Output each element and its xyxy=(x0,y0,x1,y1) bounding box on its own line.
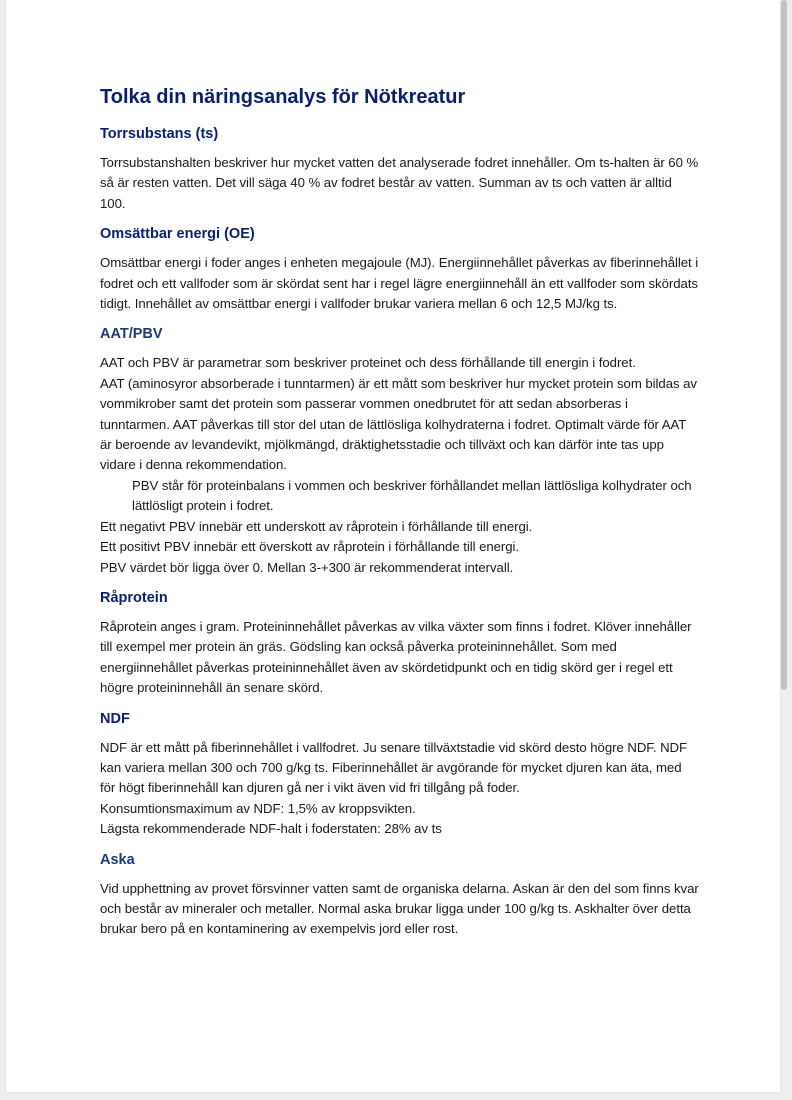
paragraph-raprotein: Råprotein anges i gram. Proteininnehållet påverkas av vilka växter som finns i fodret. Klöver innehåller till exempel mer protein än gräs. Gödsling kan också påverka proteininnehållet. Som med energiinnehållet påverkas proteininnehållet även av skördetidpunkt och en tidig skörd ger i regel ett högre proteininnehåll än senare skörd. xyxy=(100,618,692,696)
heading-aska: Aska xyxy=(100,851,135,868)
heading-torrsubstans: Torrsubstans (ts) xyxy=(100,126,219,142)
document-content xyxy=(100,84,700,950)
document-page xyxy=(6,0,780,1092)
paragraph-ndf xyxy=(100,738,700,840)
aat-pbv-line: PBV värdet bör ligga över 0. Mellan 3-+300 är rekommenderat intervall. xyxy=(100,559,514,575)
ndf-line: Lägsta rekommenderade NDF-halt i foderstaten: 28% av ts xyxy=(100,821,442,837)
heading-omsattbar-energi: Omsättbar energi (OE) xyxy=(100,226,255,243)
paragraph-torrsubstans: Torrsubstanshalten beskriver hur mycket vatten det analyserade fodret innehåller. Om ts-halten är 60 % så är resten vatten. Det vill säga 40 % av fodret består av vatten. Summan av ts och vatten är alltid 100. xyxy=(100,155,699,211)
document-title: Tolka din näringsanalys för Nötkreatur xyxy=(100,86,466,108)
paragraph-aska: Vid upphettning av provet försvinner vatten samt de organiska delarna. Askan är den del som finns kvar och består av mineraler och metaller. Normal aska brukar ligga under 100 g/kg ts. Askhalter över detta brukar bero på en kontaminering av exempelvis jord eller rost. xyxy=(100,880,699,937)
aat-pbv-line: PBV står för proteinbalans i vommen och beskriver förhållandet mellan lättlösliga kolhydrater och lättlösligt protein i fodret. xyxy=(132,477,692,514)
vertical-scrollbar[interactable] xyxy=(781,0,787,690)
aat-pbv-line: AAT (aminosyror absorberade i tunntarmen) är ett mått som beskriver hur mycket protein som bildas av vommikrober samt det protein som passerar vommen onedbrutet för att sedan absorberas i tunntarmen. AAT påverkas till stor del utan de lättlösliga kolhydraterna i fodret. Optimalt värde för AAT är beroende av levandevikt, mjölkmängd, dräktighetsstadie och tillväxt och kan därför inte tas upp vidare i denna rekommendation. xyxy=(100,375,697,473)
aat-pbv-line: AAT och PBV är parametrar som beskriver proteinet och dess förhållande till energin i fodret. xyxy=(100,355,636,371)
aat-pbv-line: Ett negativt PBV innebär ett underskott av råprotein i förhållande till energi. xyxy=(100,518,533,534)
heading-ndf: NDF xyxy=(100,710,130,727)
ndf-line: Konsumtionsmaximum av NDF: 1,5% av kroppsvikten. xyxy=(100,800,416,816)
aat-pbv-line: Ett positivt PBV innebär ett överskott av råprotein i förhållande till energi. xyxy=(100,539,520,555)
paragraph-aat-pbv xyxy=(100,353,700,577)
heading-aat-pbv: AAT/PBV xyxy=(100,326,163,343)
ndf-line: NDF är ett mått på fiberinnehållet i vallfodret. Ju senare tillväxtstadie vid skörd desto högre NDF. NDF kan variera mellan 300 och 700 g/kg ts. Fiberinnehållet är avgörande för mycket djuren kan äta, med för högt fiberinnehåll kan djuren gå ner i vikt även vid fri tillgång på foder. xyxy=(100,739,688,796)
paragraph-omsattbar-energi: Omsättbar energi i foder anges i enheten megajoule (MJ). Energiinnehållet påverkas av fiberinnehållet i fodret och ett vallfoder som är skördat sent har i regel lägre energiinnehåll än ett vallfoder som skördats tidigt. Innehållet av omsättbar energi i vallfoder brukar variera mellan 6 och 12,5 MJ/kg ts. xyxy=(100,255,699,312)
heading-raprotein: Råprotein xyxy=(100,589,168,606)
